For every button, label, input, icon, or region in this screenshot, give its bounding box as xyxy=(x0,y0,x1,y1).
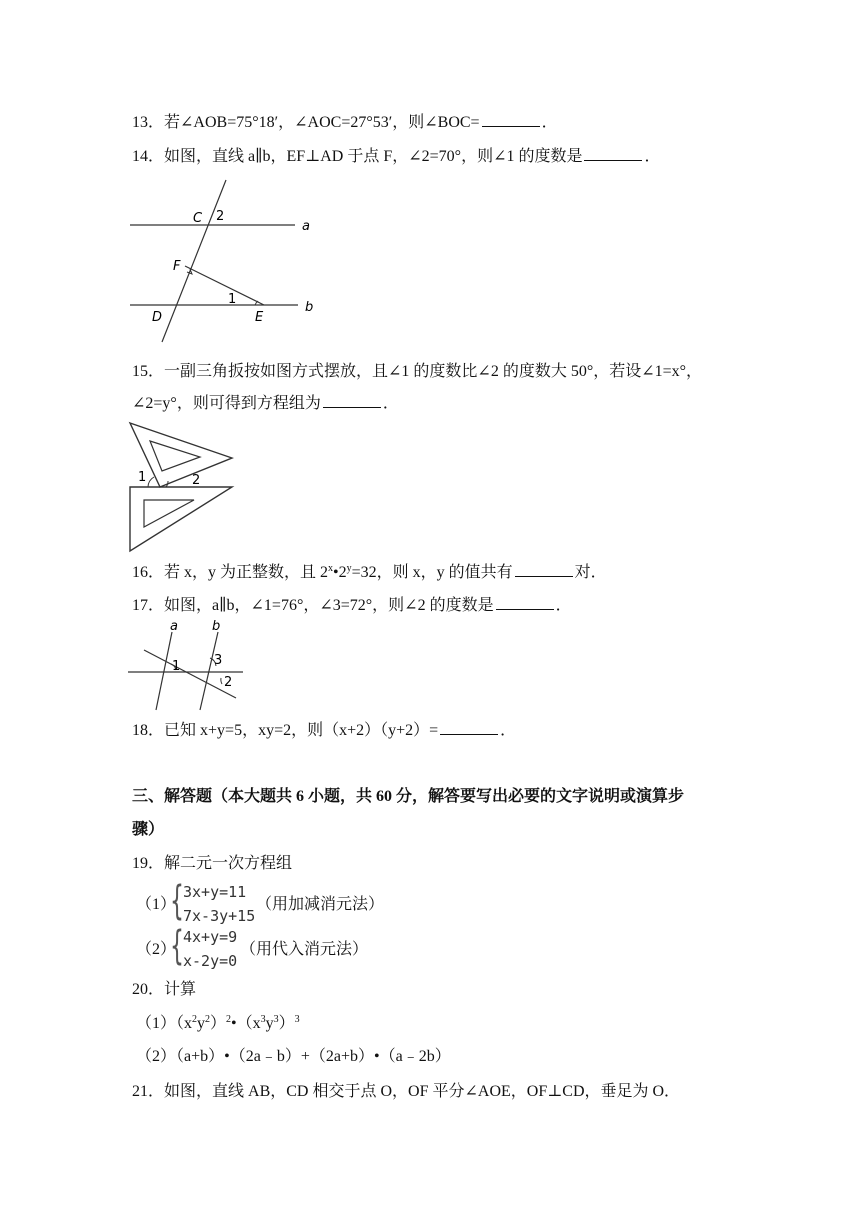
label-angle-2: 2 xyxy=(216,209,225,224)
question-number: 15． xyxy=(132,363,165,380)
question-number: 19． xyxy=(132,855,165,872)
question-number: 18． xyxy=(132,722,165,739)
question-text: 如图，直线 a∥b，EF⊥AD 于点 F，∠2=70°，则∠1 的度数是 xyxy=(164,148,583,165)
label-angle-3: 3 xyxy=(214,653,223,668)
label-angle-1: 1 xyxy=(172,659,181,674)
question-17: 17．如图，a∥b，∠1=76°，∠3=72°，则∠2 的度数是 ． xyxy=(132,597,572,614)
q19-system-1: { 3x+y=11 7x-3y+15 xyxy=(170,878,256,925)
answer-blank xyxy=(323,393,381,408)
figure-q15-set-squares xyxy=(128,421,248,555)
question-14: 14．如图，直线 a∥b，EF⊥AD 于点 F，∠2=70°，则∠1 的度数是 ． xyxy=(132,148,661,165)
q20-part-2: （2）（a+b）•（2a﹣b）+（2a+b）•（a﹣2b） xyxy=(136,1048,451,1065)
label-a: a xyxy=(170,620,178,634)
question-number: 16． xyxy=(132,564,165,581)
label-angle-1: 1 xyxy=(228,292,237,307)
label-E: E xyxy=(255,310,264,325)
question-18: 18．已知 x+y=5，xy=2，则（x+2）（y+2）= ． xyxy=(132,722,517,739)
question-19 xyxy=(132,853,292,875)
question-number: 21． xyxy=(132,1083,165,1100)
question-number: 14． xyxy=(132,148,165,165)
q19-system-2: { 4x+y=9 x-2y=0 xyxy=(170,923,238,970)
q19-part-1-label: （1） xyxy=(136,896,177,913)
answer-blank xyxy=(584,146,642,161)
question-text: 如图，直线 AB，CD 相交于点 O，OF 平分∠AOE，OF⊥CD，垂足为 O． xyxy=(164,1083,681,1100)
answer-blank xyxy=(440,720,498,735)
q19-part-2-method: （用代入消元法） xyxy=(240,941,369,958)
question-15-line-2: ∠2=y°，则可得到方程组为 ． xyxy=(132,395,399,412)
label-b: b xyxy=(305,300,314,315)
question-text: 解二元一次方程组 xyxy=(164,855,293,872)
question-13: 13．若∠AOB=75°18′，∠AOC=27°53′，则∠BOC= ． xyxy=(132,114,558,131)
figure-q14-parallel-lines xyxy=(130,176,330,346)
question-20 xyxy=(132,979,196,1001)
section-heading-cont: 骤） xyxy=(132,821,165,838)
question-21 xyxy=(132,1081,680,1103)
label-D: D xyxy=(152,310,163,325)
label-angle-2: 2 xyxy=(224,675,233,690)
label-angle-2: 2 xyxy=(192,473,201,488)
question-text: 若∠AOB=75°18′，∠AOC=27°53′，则∠BOC= xyxy=(164,114,480,131)
question-text: 如图，a∥b，∠1=76°，∠3=72°，则∠2 的度数是 xyxy=(164,597,494,614)
question-15-line-1 xyxy=(132,361,702,383)
label-angle-1: 1 xyxy=(138,470,147,485)
answer-blank xyxy=(482,112,540,127)
q20-part-1: $(1)(x^2y^2)^2•(x^3y^3)^3$ xyxy=(136,1014,300,1032)
question-text: 计算 xyxy=(164,981,197,998)
section-heading: 三、解答题（本大题共 6 小题，共 60 分，解答要写出必要的文字说明或演算步 xyxy=(132,788,685,805)
answer-blank xyxy=(496,595,554,610)
label-b: b xyxy=(212,620,221,634)
question-number: 13． xyxy=(132,114,165,131)
question-text: 一副三角扳按如图方式摆放，且∠1 的度数比∠2 的度数大 50°，若设∠1=x°， xyxy=(164,363,703,380)
question-number: 20． xyxy=(132,981,165,998)
question-text: 已知 x+y=5，xy=2，则（x+2）（y+2）= xyxy=(164,722,439,739)
question-text: ∠2=y°，则可得到方程组为 xyxy=(132,395,321,412)
question-16: 16．若 x，y 为正整数，且 $2^x•2^y=32$，则 x，y 的值共有 对． xyxy=(132,563,607,581)
figure-q17-transversal xyxy=(128,620,248,712)
label-a: a xyxy=(302,219,310,234)
label-F: F xyxy=(173,259,181,274)
q19-part-1-method: （用加减消元法） xyxy=(256,896,385,913)
label-C: C xyxy=(193,211,203,226)
question-number: 17． xyxy=(132,597,165,614)
q19-part-2-label: （2） xyxy=(136,941,177,958)
answer-blank xyxy=(515,562,573,577)
